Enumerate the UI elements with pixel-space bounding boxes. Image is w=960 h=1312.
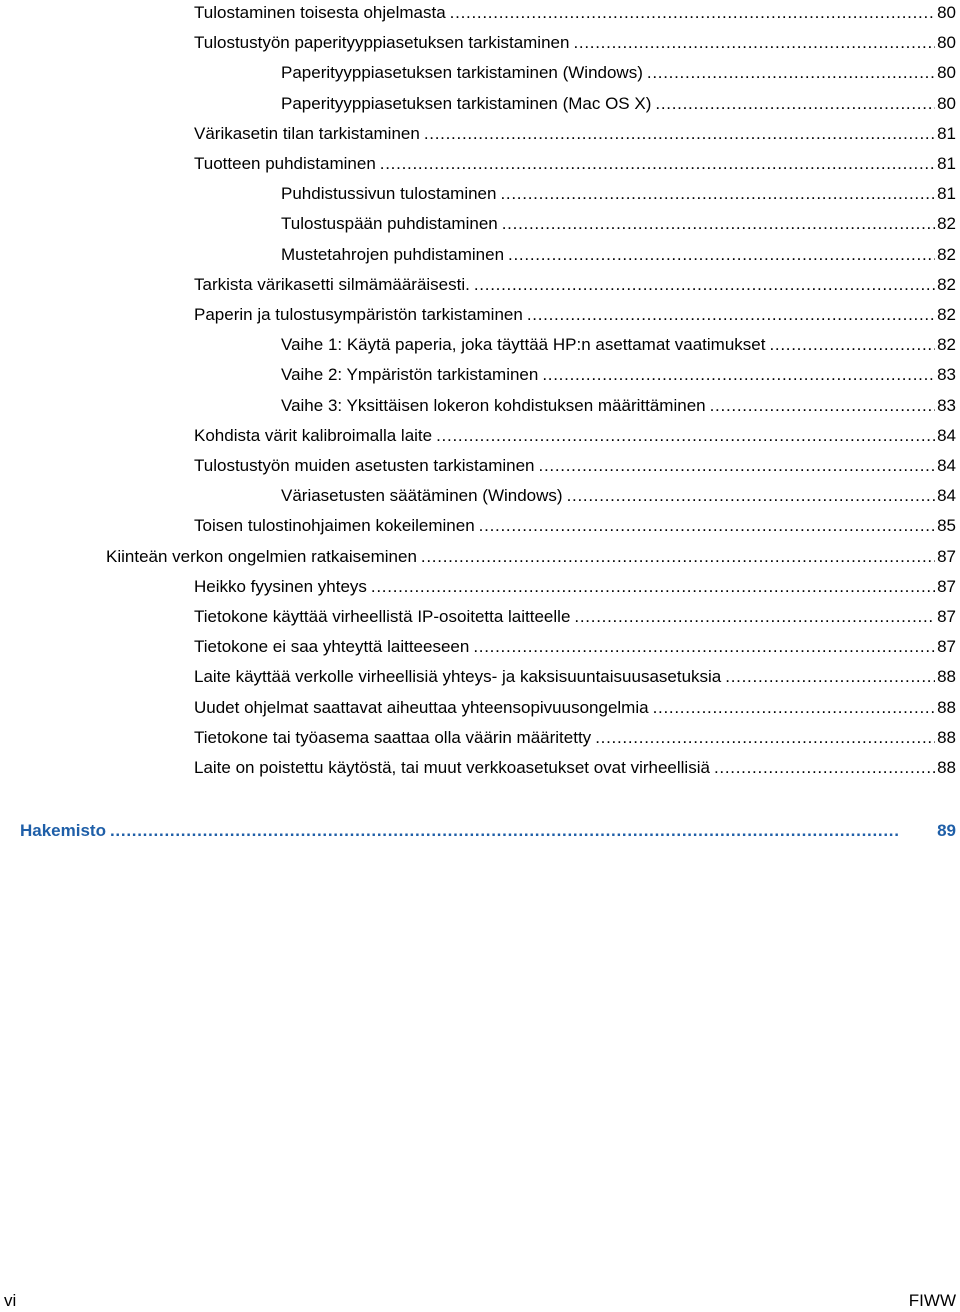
toc-entry-page: 87	[937, 637, 956, 657]
toc-entry-title: Kiinteän verkon ongelmien ratkaiseminen	[106, 546, 417, 566]
toc-entry-title: Tulostustyön muiden asetusten tarkistaminen	[194, 456, 535, 475]
dot-leader	[710, 393, 935, 419]
toc-entry-page: 88	[937, 667, 956, 687]
toc-entry-page: 80	[937, 33, 956, 53]
dot-leader	[371, 574, 935, 600]
toc-entry-page: 81	[937, 184, 956, 204]
toc-entry[interactable]	[194, 272, 956, 298]
toc-entry-page: 81	[937, 123, 956, 143]
toc-entry[interactable]	[194, 0, 956, 26]
toc-entry-title: Puhdistussivun tulostaminen	[281, 184, 497, 204]
toc-entry-index[interactable]	[20, 818, 956, 844]
dot-leader	[479, 513, 935, 539]
toc-entry[interactable]	[106, 544, 956, 570]
dot-leader	[595, 725, 935, 751]
toc-entry-title: Vaihe 1: Käytä paperia, joka täyttää HP:n asettamat vaatimukset	[281, 335, 766, 355]
toc-entry-page: 80	[937, 63, 956, 83]
dot-leader	[502, 211, 935, 237]
toc-entry[interactable]	[281, 362, 956, 388]
toc-entry-page: 84	[937, 456, 956, 475]
dot-leader	[539, 453, 936, 479]
toc-entry[interactable]	[194, 634, 956, 660]
toc-entry[interactable]	[194, 604, 956, 630]
dot-leader	[714, 755, 935, 781]
toc-entry-page: 88	[937, 727, 956, 747]
toc-entry-title: Kohdista värit kalibroimalla laite	[194, 425, 433, 445]
toc-entry[interactable]	[194, 664, 956, 690]
toc-entry-page: 88	[937, 758, 956, 777]
toc-entry[interactable]	[281, 211, 956, 237]
toc-entry-page: 83	[937, 365, 956, 385]
toc-entry[interactable]	[281, 242, 956, 268]
toc-entry[interactable]	[194, 725, 956, 751]
toc-entry-page: 89	[937, 821, 956, 840]
toc-entry-page: 80	[937, 3, 956, 22]
toc-entry-title: Laite käyttää verkolle virheellisiä yhteys- ja kaksisuuntaisuusasetuksia	[194, 667, 722, 687]
dot-leader	[647, 60, 935, 86]
dot-leader	[450, 0, 935, 26]
toc-entry[interactable]	[194, 151, 956, 177]
dot-leader	[653, 695, 936, 721]
dot-leader	[655, 91, 935, 117]
toc-entry[interactable]	[194, 453, 956, 479]
toc-entry-page: 82	[937, 214, 956, 234]
dot-leader	[542, 362, 935, 388]
toc-entry-page: 82	[937, 335, 956, 355]
dot-leader	[527, 302, 935, 328]
dot-leader	[574, 604, 935, 630]
toc-entry[interactable]	[281, 483, 956, 509]
dot-leader	[769, 332, 935, 358]
toc-entry-title: Värikasetin tilan tarkistaminen	[194, 123, 420, 143]
toc-entry-title: Laite on poistettu käytöstä, tai muut verkkoasetukset ovat virheellisiä	[194, 758, 710, 777]
dot-leader	[500, 181, 935, 207]
toc-entry-page: 87	[937, 546, 956, 566]
toc-entry[interactable]	[281, 60, 956, 86]
toc-entry-title: Vaihe 2: Ympäristön tarkistaminen	[281, 365, 539, 385]
toc-entry[interactable]	[194, 755, 956, 781]
toc-entry-title: Vaihe 3: Yksittäisen lokeron kohdistuksen määrittäminen	[281, 395, 706, 415]
toc-entry-title: Tulostaminen toisesta ohjelmasta	[194, 3, 446, 22]
toc-entry[interactable]	[281, 332, 956, 358]
dot-leader	[725, 664, 935, 690]
toc-entry-title: Hakemisto	[20, 821, 106, 840]
footer-doc-code: FIWW	[908, 1291, 956, 1310]
dot-leader	[573, 30, 935, 56]
toc-entry-page: 87	[937, 607, 956, 626]
toc-entry[interactable]	[194, 121, 956, 147]
dot-leader	[473, 634, 935, 660]
toc-entry-title: Paperin ja tulostusympäristön tarkistaminen	[194, 305, 523, 324]
toc-entry-title: Väriasetusten säätäminen (Windows)	[281, 486, 563, 506]
toc-entry[interactable]	[194, 695, 956, 721]
toc-entry-page: 82	[937, 274, 956, 294]
toc-entry-title: Tietokone tai työasema saattaa olla väärin määritetty	[194, 727, 592, 747]
toc-entry-page: 87	[937, 576, 956, 596]
toc-entry-title: Tietokone käyttää virheellistä IP-osoitetta laitteelle	[194, 607, 571, 626]
toc-entry-title: Uudet ohjelmat saattavat aiheuttaa yhteensopivuusongelmia	[194, 697, 649, 717]
toc-entry-page: 82	[937, 244, 956, 264]
toc-entry-title: Paperityyppiasetuksen tarkistaminen (Mac OS X)	[281, 93, 652, 113]
toc-entry-page: 85	[937, 516, 956, 536]
dot-leader	[110, 818, 935, 844]
toc-entry-title: Tarkista värikasetti silmämääräisesti.	[194, 274, 470, 294]
toc-entry-title: Tulostustyön paperityyppiasetuksen tarkistaminen	[194, 33, 570, 53]
toc-entry[interactable]	[281, 91, 956, 117]
toc-entry[interactable]	[281, 393, 956, 419]
toc-entry[interactable]	[194, 574, 956, 600]
toc-entry-title: Paperityyppiasetuksen tarkistaminen (Windows)	[281, 63, 643, 83]
toc-entry-page: 81	[937, 154, 956, 173]
toc-entry-page: 84	[937, 425, 956, 445]
toc-entry-page: 84	[937, 486, 956, 506]
dot-leader	[380, 151, 935, 177]
toc-entry[interactable]	[194, 302, 956, 328]
toc-entry-title: Toisen tulostinohjaimen kokeileminen	[194, 516, 475, 536]
dot-leader	[567, 483, 936, 509]
toc-entry-title: Heikko fyysinen yhteys	[194, 576, 367, 596]
dot-leader	[508, 242, 935, 268]
toc-entry[interactable]	[281, 181, 956, 207]
dot-leader	[474, 272, 935, 298]
toc-entry-title: Tietokone ei saa yhteyttä laitteeseen	[194, 637, 470, 657]
footer-page-number: vi	[4, 1291, 17, 1310]
toc-entry-title: Tuotteen puhdistaminen	[194, 154, 376, 173]
dot-leader	[436, 423, 935, 449]
toc-entry[interactable]	[194, 30, 956, 56]
toc-entry-page: 80	[937, 93, 956, 113]
toc-entry-page: 88	[937, 697, 956, 717]
toc-entry[interactable]	[194, 423, 956, 449]
toc-entry-title: Mustetahrojen puhdistaminen	[281, 244, 505, 264]
dot-leader	[421, 544, 935, 570]
toc-entry-page: 82	[937, 305, 956, 324]
toc-entry-title: Tulostuspään puhdistaminen	[281, 214, 498, 234]
toc-entry-page: 83	[937, 395, 956, 415]
toc-entry[interactable]	[194, 513, 956, 539]
dot-leader	[424, 121, 935, 147]
